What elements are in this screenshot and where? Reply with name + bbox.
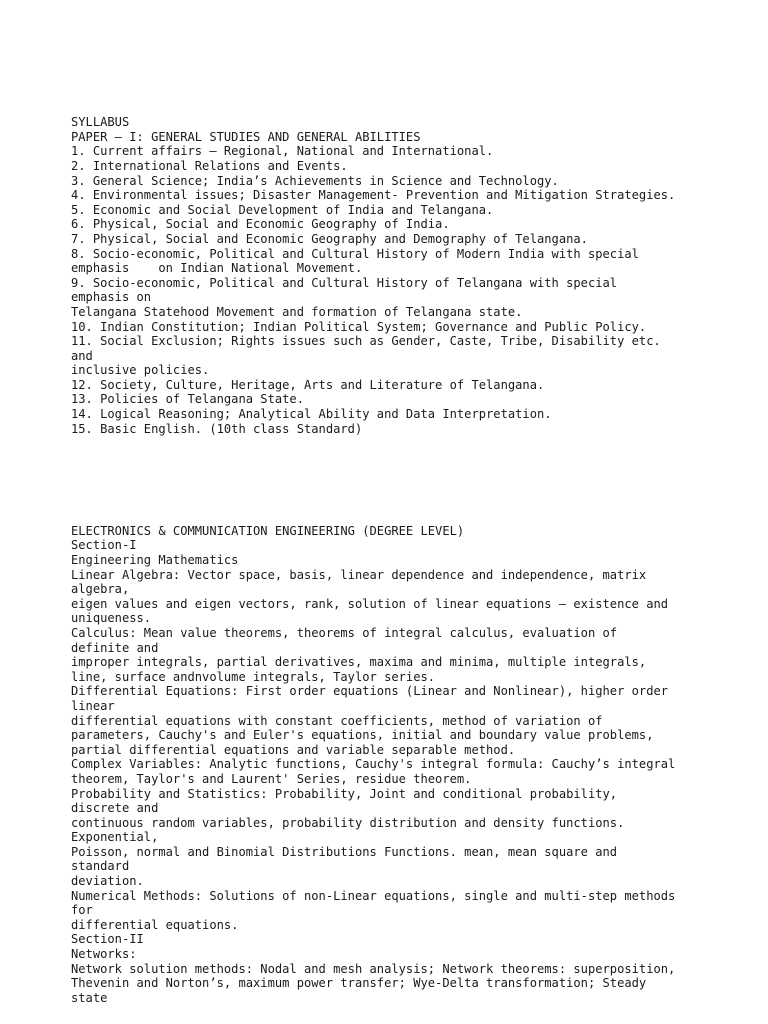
paper1-text-line: PAPER – I: GENERAL STUDIES AND GENERAL ABILITIES xyxy=(71,129,421,144)
paper1-text-line: emphasis on xyxy=(71,290,152,305)
paper1-text-line: 13. Policies of Telangana State. xyxy=(71,392,304,407)
paper1-text-line: 15. Basic English. (10th class Standard) xyxy=(71,421,363,436)
ece-text-line: partial differential equations and variable separable method. xyxy=(71,742,516,757)
paper1-text-line: 10. Indian Constitution; Indian Political System; Governance and Public Policy. xyxy=(71,319,647,334)
paper1-text-line: inclusive policies. xyxy=(71,363,210,378)
ece-text-line: differential equations. xyxy=(71,917,239,932)
paper1-text-line: 14. Logical Reasoning; Analytical Ability and Data Interpretation. xyxy=(71,407,552,422)
ece-text-line: state xyxy=(71,990,108,1005)
ece-text-line: eigen values and eigen vectors, rank, solution of linear equations – existence and xyxy=(71,596,669,611)
ece-text-line: linear xyxy=(71,698,115,713)
ece-text-line: parameters, Cauchy's and Euler's equations, initial and boundary value problems, xyxy=(71,728,654,743)
ece-text-line: line, surface andnvolume integrals, Taylor series. xyxy=(71,669,436,684)
ece-text-line: improper integrals, partial derivatives, maxima and minima, multiple integrals, xyxy=(71,655,647,670)
ece-text-line: Differential Equations: First order equations (Linear and Nonlinear), higher order xyxy=(71,684,669,699)
ece-text-line: algebra, xyxy=(71,582,130,597)
ece-text-line: Network solution methods: Nodal and mesh analysis; Network theorems: superposition, xyxy=(71,961,676,976)
paper1-text-line: 2. International Relations and Events. xyxy=(71,158,348,173)
ece-text-line: Numerical Methods: Solutions of non-Linear equations, single and multi-step methods xyxy=(71,888,676,903)
ece-text-line: uniqueness. xyxy=(71,611,152,626)
ece-text-line: Linear Algebra: Vector space, basis, linear dependence and independence, matrix xyxy=(71,567,647,582)
ece-text-line: Section-II xyxy=(71,932,144,947)
ece-text-line: Engineering Mathematics xyxy=(71,553,239,567)
ece-text-line: definite and xyxy=(71,640,159,655)
ece-text-line: continuous random variables, probability distribution and density functions. xyxy=(71,815,625,830)
ece-text-line: Probability and Statistics: Probability, Joint and conditional probability, xyxy=(71,786,618,801)
paper1-text-line: 9. Socio-economic, Political and Cultural History of Telangana with special xyxy=(71,275,618,290)
ece-text-line: differential equations with constant coefficients, method of variation of xyxy=(71,713,603,728)
paper1-text-line: Telangana Statehood Movement and formation of Telangana state. xyxy=(71,304,523,319)
ece-text-line: Section-I xyxy=(71,538,137,553)
ece-text-line: Poisson, normal and Binomial Distributions Functions. mean, mean square and xyxy=(71,844,618,859)
paper1-text-line: 6. Physical, Social and Economic Geography of India. xyxy=(71,217,450,232)
ece-text-line: Complex Variables: Analytic functions, Cauchy's integral formula: Cauchy’s integral xyxy=(71,757,676,772)
ece-text-line: discrete and xyxy=(71,801,159,816)
paper1-text-line: 3. General Science; India’s Achievements in Science and Technology. xyxy=(71,173,559,188)
section-gap xyxy=(71,465,761,494)
paper1-text-line: 11. Social Exclusion; Rights issues such as Gender, Caste, Tribe, Disability etc. xyxy=(71,334,661,349)
paper1-text-line: 12. Society, Culture, Heritage, Arts and Literature of Telangana. xyxy=(71,377,545,392)
ece-text-line: Thevenin and Norton’s, maximum power transfer; Wye-Delta transformation; Steady xyxy=(71,976,647,991)
paper1-text-line: SYLLABUS xyxy=(71,115,130,130)
paper1-text-line: and xyxy=(71,348,93,363)
paper1-text-line: 8. Socio-economic, Political and Cultural History of Modern India with special xyxy=(71,246,639,261)
paper1-text-line: 4. Environmental issues; Disaster Management- Prevention and Mitigation Strategies. xyxy=(71,188,676,203)
ece-text-line: theorem, Taylor's and Laurent' Series, residue theorem. xyxy=(71,771,472,786)
ece-text-line: ELECTRONICS & COMMUNICATION ENGINEERING (DEGREE LEVEL) xyxy=(71,523,465,538)
ece-text-line: Exponential, xyxy=(71,830,159,845)
ece-text-line: Calculus: Mean value theorems, theorems of integral calculus, evaluation of xyxy=(71,625,618,640)
ece-text-line: for xyxy=(71,903,93,918)
paper1-section xyxy=(71,115,761,436)
paper1-text-line: 5. Economic and Social Development of India and Telangana. xyxy=(71,202,494,217)
ece-text-line: Networks: xyxy=(71,947,137,962)
syllabus-document xyxy=(71,86,761,1020)
paper1-text-line: 7. Physical, Social and Economic Geography and Demography of Telangana. xyxy=(71,231,588,246)
ece-section xyxy=(71,524,761,1006)
paper1-text-line: 1. Current affairs – Regional, National and International. xyxy=(71,144,494,159)
ece-text-line: standard xyxy=(71,859,130,874)
paper1-text-line: emphasis on Indian National Movement. xyxy=(71,261,363,276)
ece-text-line: deviation. xyxy=(71,874,144,889)
